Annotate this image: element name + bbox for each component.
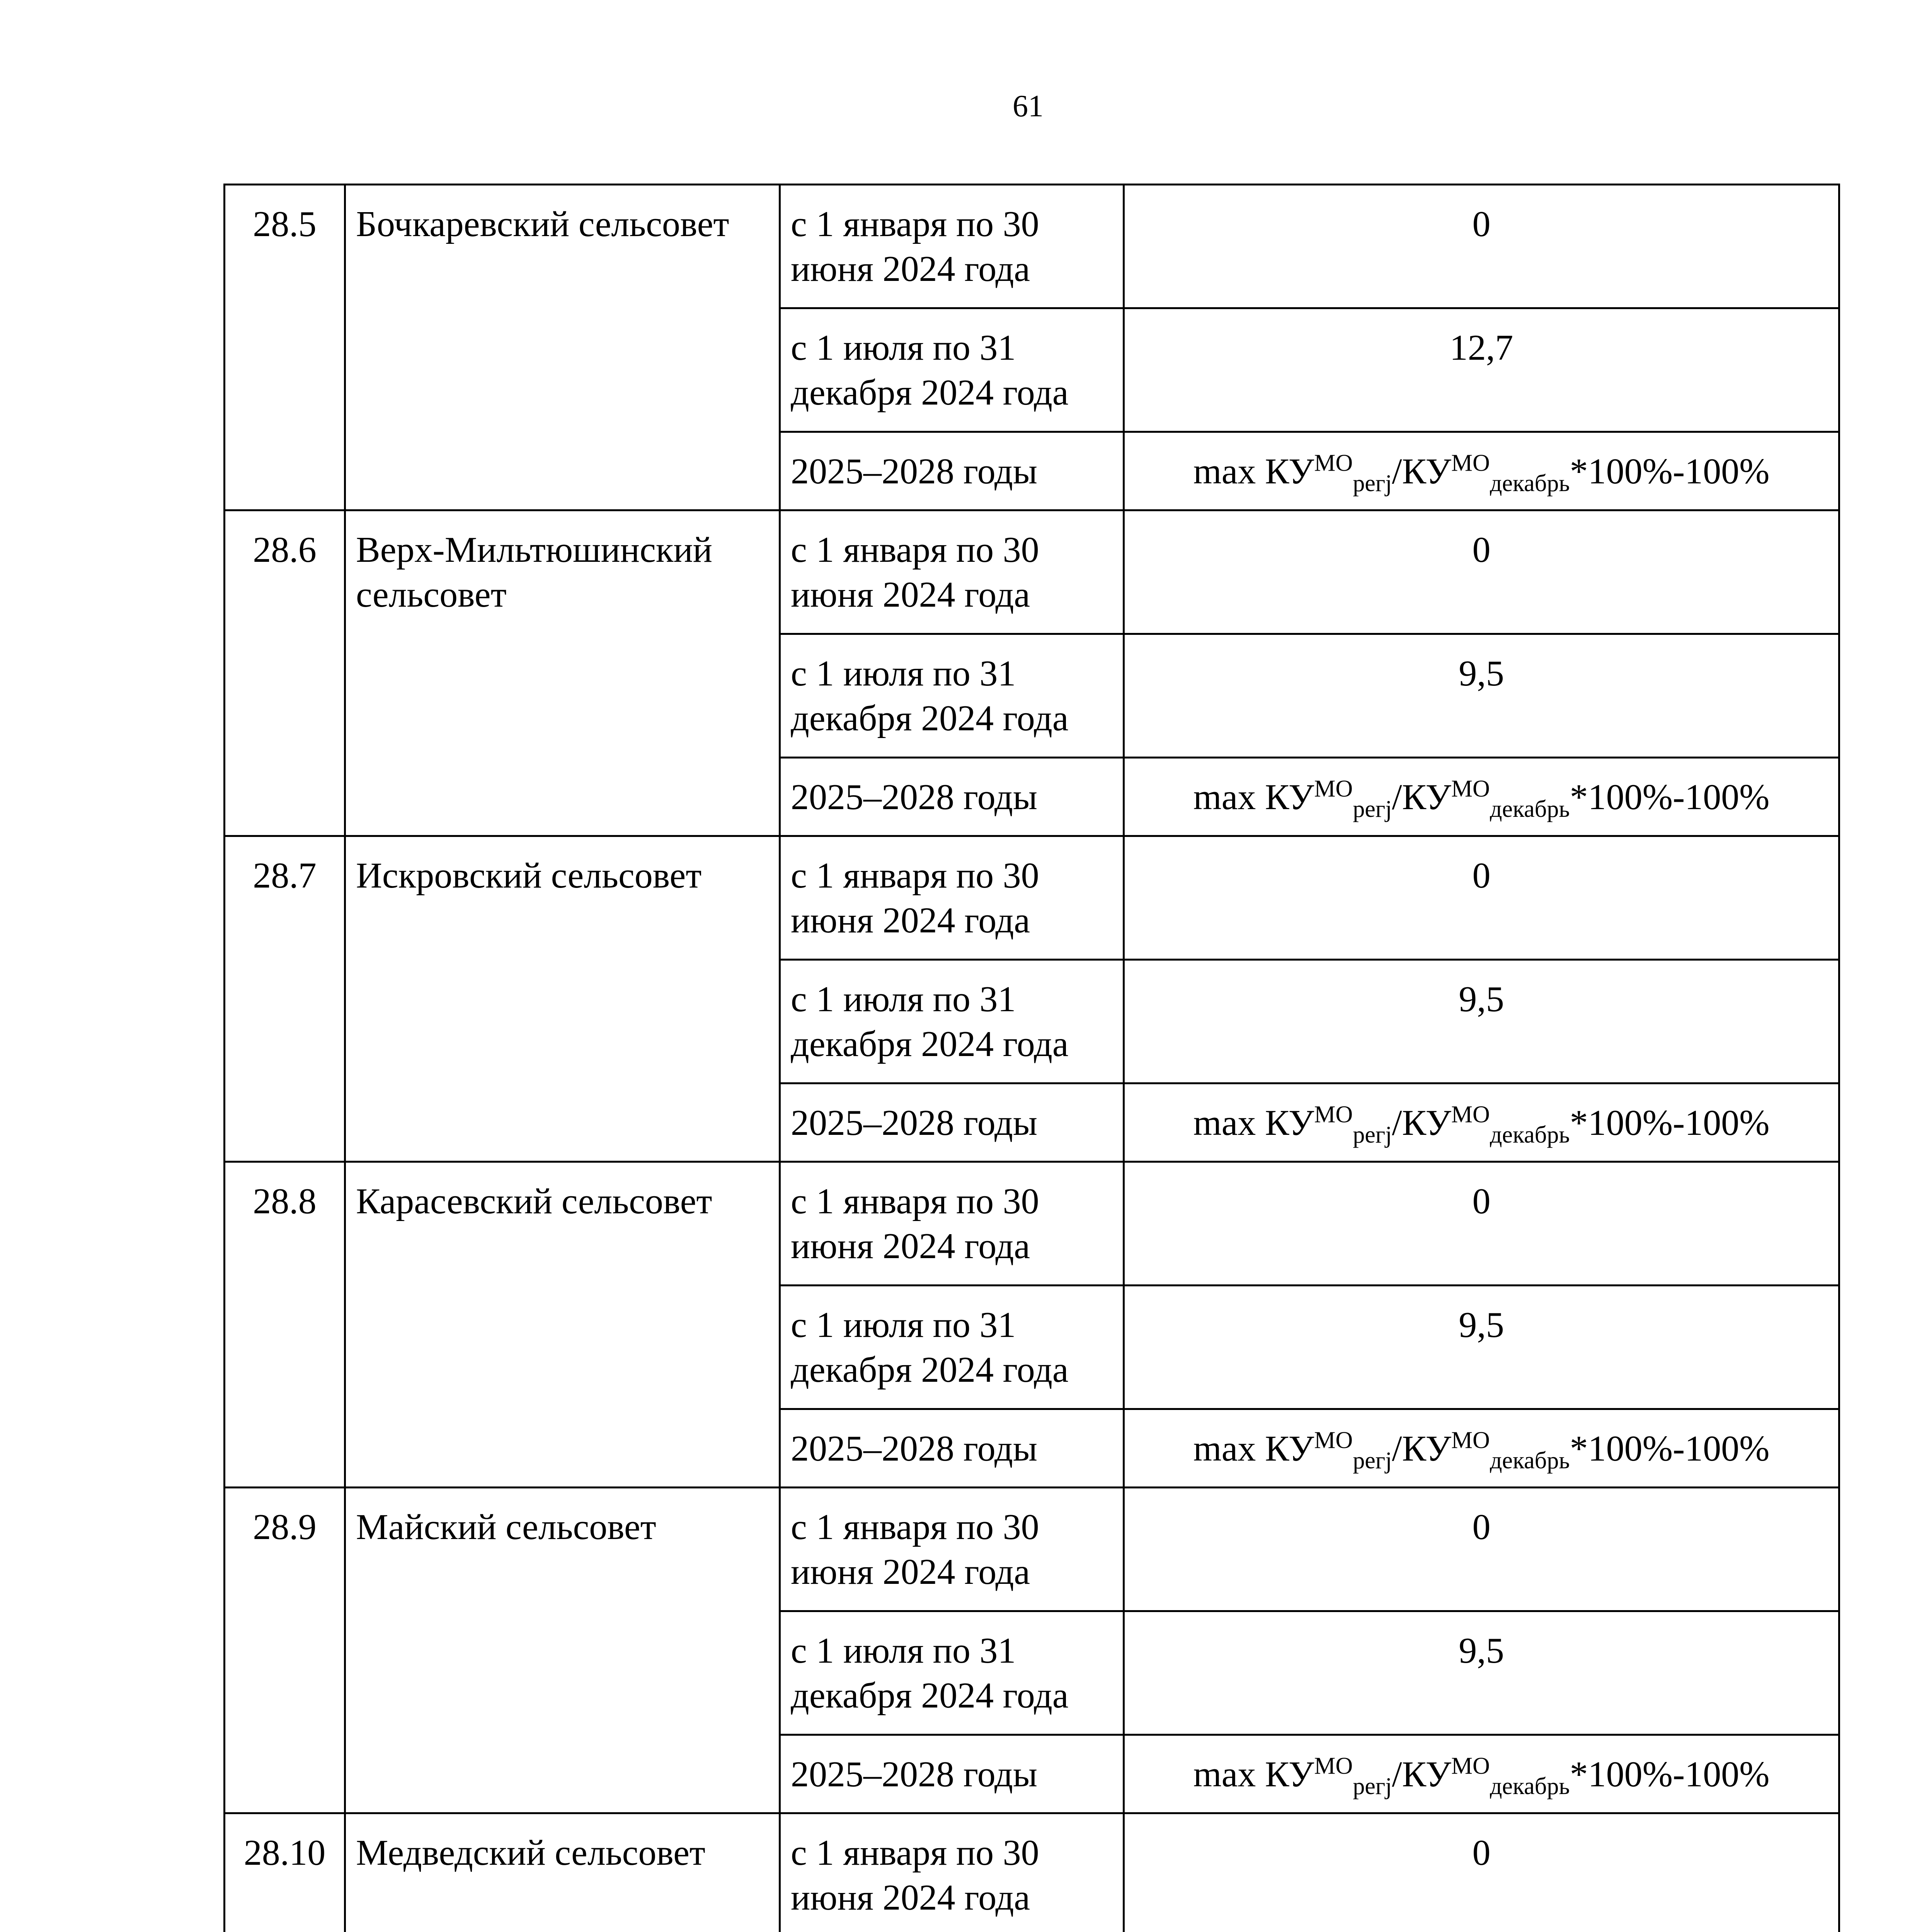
period-cell: с 1 января по 30 июня 2024 года <box>780 185 1124 308</box>
formula-divider: /КУ <box>1392 1754 1451 1794</box>
value-cell: 0 <box>1124 1488 1839 1611</box>
value-cell: 9,5 <box>1124 1611 1839 1735</box>
value-cell: 12,7 <box>1124 308 1839 432</box>
formula-suffix: *100%-100% <box>1570 777 1770 817</box>
formula-divider: /КУ <box>1392 1103 1451 1143</box>
formula-superscript: МО <box>1451 776 1490 802</box>
formula <box>1193 1101 1770 1148</box>
formula-divider: /КУ <box>1392 1429 1451 1469</box>
formula-cell <box>1124 1083 1839 1162</box>
period-cell: 2025–2028 годы <box>780 1735 1124 1813</box>
formula <box>1193 776 1770 822</box>
period-cell: с 1 июля по 31 декабря 2024 года <box>780 308 1124 432</box>
table-row <box>225 1162 1839 1286</box>
formula-cell <box>1124 432 1839 510</box>
formula-superscript: МО <box>1314 776 1353 802</box>
formula <box>1193 450 1770 497</box>
municipality-name: Бочкаревский сельсовет <box>345 185 780 510</box>
value-cell: 0 <box>1124 185 1839 308</box>
formula-subscript: регj <box>1353 1447 1392 1474</box>
municipality-name: Искровский сельсовет <box>345 836 780 1162</box>
table-row <box>225 185 1839 308</box>
row-number: 28.8 <box>225 1162 345 1488</box>
formula-superscript: МО <box>1451 450 1490 476</box>
municipality-name: Медведский сельсовет <box>345 1813 780 1932</box>
period-cell: с 1 января по 30 июня 2024 года <box>780 1488 1124 1611</box>
formula-cell <box>1124 1735 1839 1813</box>
municipality-name: Карасевский сельсовет <box>345 1162 780 1488</box>
formula-subscript: декабрь <box>1490 1447 1570 1474</box>
period-cell: с 1 января по 30 июня 2024 года <box>780 510 1124 634</box>
formula-subscript: декабрь <box>1490 796 1570 822</box>
table-row <box>225 836 1839 960</box>
rates-table-body <box>225 185 1839 1932</box>
formula-superscript: МО <box>1314 1101 1353 1128</box>
value-cell: 0 <box>1124 510 1839 634</box>
period-cell: с 1 июля по 31 декабря 2024 года <box>780 634 1124 758</box>
formula-suffix: *100%-100% <box>1570 1754 1770 1794</box>
period-cell: с 1 января по 30 июня 2024 года <box>780 836 1124 960</box>
formula-subscript: регj <box>1353 796 1392 822</box>
rates-table <box>223 184 1840 1932</box>
formula-cell <box>1124 1409 1839 1488</box>
period-cell: с 1 января по 30 июня 2024 года <box>780 1813 1124 1932</box>
formula <box>1193 1753 1770 1799</box>
value-cell: 0 <box>1124 1813 1839 1932</box>
period-cell: с 1 января по 30 июня 2024 года <box>780 1162 1124 1286</box>
table-row <box>225 510 1839 634</box>
formula-divider: /КУ <box>1392 777 1451 817</box>
formula-subscript: регj <box>1353 1773 1392 1799</box>
formula <box>1193 1427 1770 1474</box>
period-cell: 2025–2028 годы <box>780 432 1124 510</box>
value-cell: 9,5 <box>1124 1286 1839 1409</box>
formula-divider: /КУ <box>1392 451 1451 492</box>
row-number: 28.7 <box>225 836 345 1162</box>
formula-prefix: max КУ <box>1193 1754 1314 1794</box>
value-cell: 0 <box>1124 836 1839 960</box>
formula-suffix: *100%-100% <box>1570 1103 1770 1143</box>
value-cell: 9,5 <box>1124 634 1839 758</box>
period-cell: с 1 июля по 31 декабря 2024 года <box>780 1611 1124 1735</box>
row-number: 28.6 <box>225 510 345 836</box>
value-cell: 0 <box>1124 1162 1839 1286</box>
row-number: 28.9 <box>225 1488 345 1813</box>
formula-superscript: МО <box>1314 450 1353 476</box>
formula-prefix: max КУ <box>1193 451 1314 492</box>
table-row <box>225 1488 1839 1611</box>
formula-prefix: max КУ <box>1193 777 1314 817</box>
period-cell: 2025–2028 годы <box>780 1083 1124 1162</box>
formula-subscript: декабрь <box>1490 1773 1570 1799</box>
formula-prefix: max КУ <box>1193 1103 1314 1143</box>
value-cell: 9,5 <box>1124 960 1839 1083</box>
row-number: 28.10 <box>225 1813 345 1932</box>
period-cell: 2025–2028 годы <box>780 758 1124 836</box>
formula-superscript: МО <box>1314 1753 1353 1779</box>
formula-superscript: МО <box>1451 1753 1490 1779</box>
page-number: 61 <box>1013 89 1044 123</box>
municipality-name: Майский сельсовет <box>345 1488 780 1813</box>
period-cell: 2025–2028 годы <box>780 1409 1124 1488</box>
table-row <box>225 1813 1839 1932</box>
period-cell: с 1 июля по 31 декабря 2024 года <box>780 1286 1124 1409</box>
formula-suffix: *100%-100% <box>1570 1429 1770 1469</box>
formula-suffix: *100%-100% <box>1570 451 1770 492</box>
period-cell: с 1 июля по 31 декабря 2024 года <box>780 960 1124 1083</box>
formula-subscript: декабрь <box>1490 470 1570 497</box>
formula-cell <box>1124 758 1839 836</box>
formula-subscript: регj <box>1353 1121 1392 1148</box>
formula-superscript: МО <box>1451 1427 1490 1454</box>
row-number: 28.5 <box>225 185 345 510</box>
municipality-name: Верх-Мильтюшинский сельсовет <box>345 510 780 836</box>
formula-superscript: МО <box>1314 1427 1353 1454</box>
formula-prefix: max КУ <box>1193 1429 1314 1469</box>
formula-subscript: регj <box>1353 470 1392 497</box>
formula-subscript: декабрь <box>1490 1121 1570 1148</box>
formula-superscript: МО <box>1451 1101 1490 1128</box>
